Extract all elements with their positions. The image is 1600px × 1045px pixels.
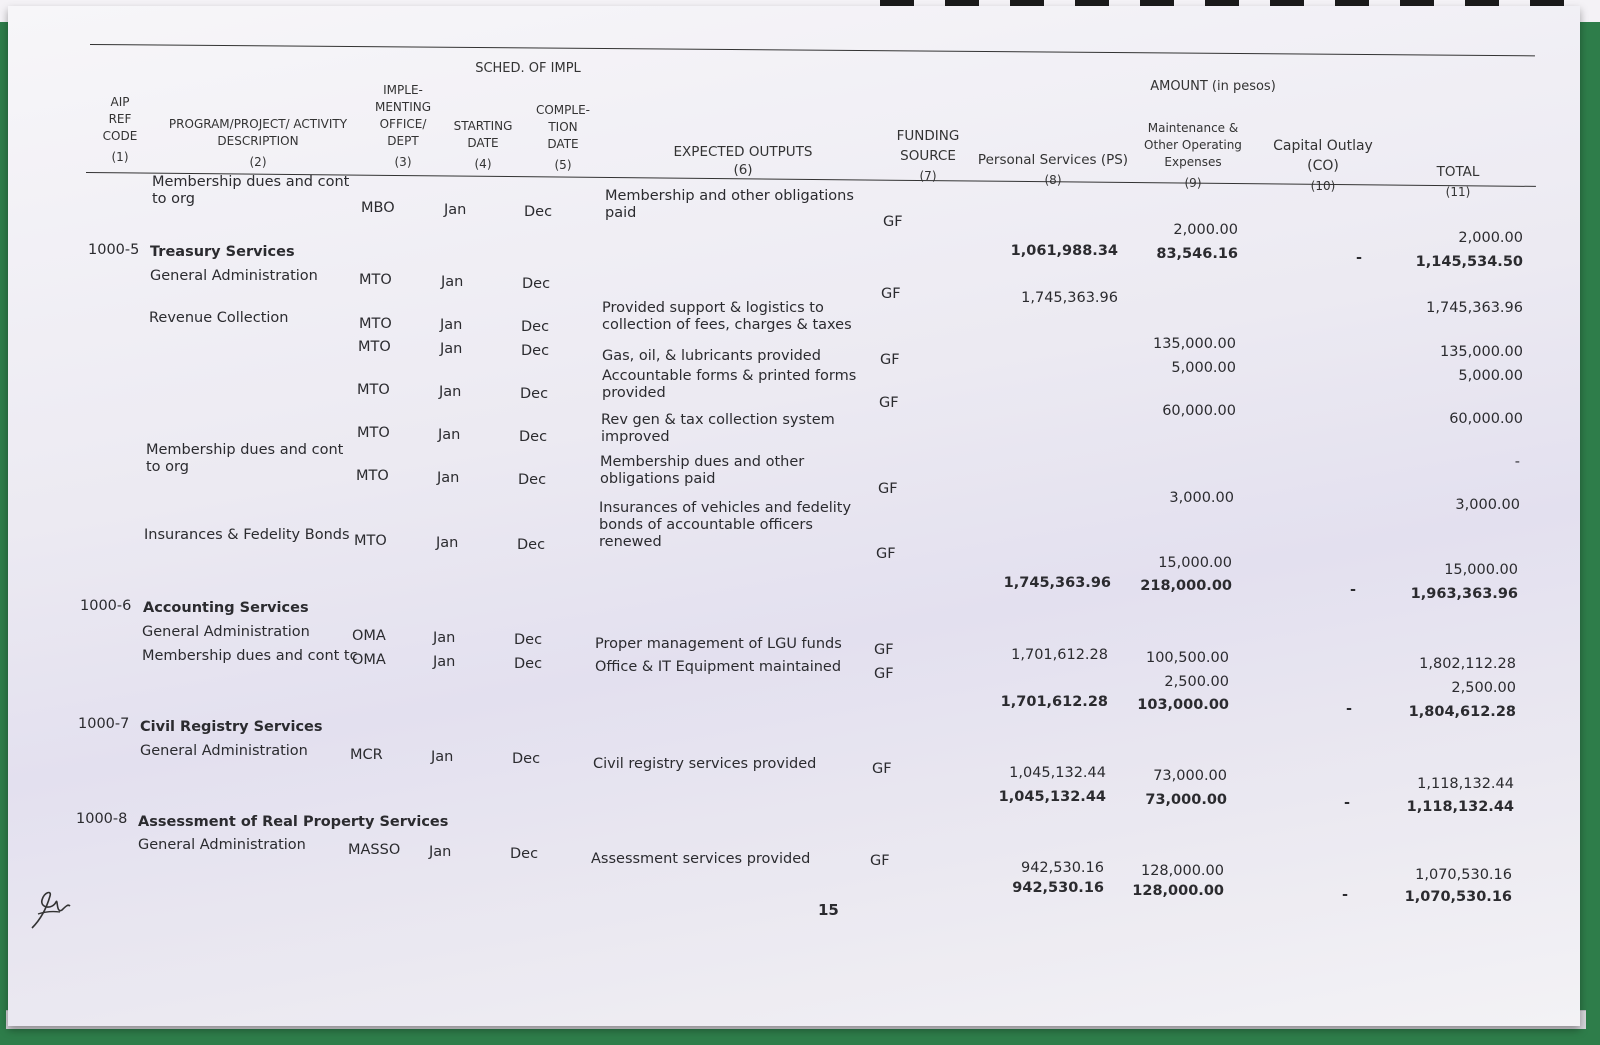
office-header: IMPLE- MENTING OFFICE/ DEPT (3) [374, 83, 432, 169]
row-fund: GF [881, 286, 901, 302]
row-start: Jan [440, 317, 463, 333]
row-fund: GF [874, 642, 894, 658]
row-end: Dec [521, 319, 550, 335]
funding-header: FUNDING SOURCE (7) [896, 128, 960, 183]
completion-header: COMPLE- TION DATE (5) [535, 103, 590, 172]
subtotal-total: 1,804,612.28 [1408, 704, 1516, 720]
row-start: Jan [441, 274, 464, 290]
row-end: Dec [517, 537, 546, 553]
row-end: Dec [510, 846, 539, 862]
row-output: Membership and other obligations paid [605, 188, 854, 221]
row-output: Civil registry services provided [593, 756, 817, 772]
row-start: Jan [429, 844, 452, 860]
row-total: 3,000.00 [1455, 497, 1520, 513]
row-start: Jan [444, 202, 467, 218]
total-header: TOTAL (11) [1436, 164, 1480, 199]
row-office: MBO [361, 200, 395, 216]
row-ps: 942,530.16 [1020, 860, 1104, 876]
row-fund: GF [870, 853, 890, 869]
row-start: Jan [438, 427, 461, 443]
section-title: Accounting Services [143, 600, 309, 616]
subtotal-mooe: 73,000.00 [1145, 792, 1227, 808]
row-start: Jan [440, 341, 463, 357]
page-number: 15 [818, 901, 839, 919]
row-total: 1,070,530.16 [1415, 867, 1512, 883]
row-total: 15,000.00 [1444, 562, 1518, 578]
section-title: Assessment of Real Property Services [138, 814, 449, 830]
subtotal-co: - [1342, 887, 1349, 903]
row-output: Membership dues and other obligations paid [600, 454, 805, 487]
row-fund: GF [879, 395, 899, 411]
subtotal-mooe: 103,000.00 [1137, 697, 1229, 713]
subtotal-total: 1,963,363.96 [1410, 586, 1518, 602]
row-end: Dec [514, 656, 543, 672]
row-output: Rev gen & tax collection system improved [601, 412, 835, 445]
co-header: Capital Outlay (CO) (10) [1273, 138, 1373, 193]
subtotal-ps: 1,045,132.44 [998, 789, 1106, 805]
row-fund: GF [872, 761, 892, 777]
row-mooe: 60,000.00 [1162, 403, 1236, 419]
row-fund: GF [874, 666, 894, 682]
outputs-header: EXPECTED OUTPUTS (6) [673, 144, 813, 178]
row-office: MTO [357, 425, 390, 441]
subtotal-co: - [1344, 795, 1351, 811]
row-end: Dec [518, 472, 547, 488]
row-start: Jan [436, 535, 459, 551]
section-code: 1000-7 [78, 716, 130, 732]
subtotal-ps: 1,701,612.28 [1000, 694, 1108, 710]
row-office: MTO [359, 272, 392, 288]
row-start: Jan [433, 654, 456, 670]
row-mooe: 2,000.00 [1173, 222, 1238, 238]
row-mooe: 3,000.00 [1169, 490, 1234, 506]
row-start: Jan [431, 749, 454, 765]
row-fund: GF [876, 546, 896, 562]
row-total: 1,745,363.96 [1426, 300, 1523, 316]
section-co-total: - [1356, 250, 1363, 266]
row-fund: GF [883, 214, 903, 230]
table-top-rule [90, 44, 1535, 56]
row-end: Dec [524, 204, 553, 220]
row-output: Gas, oil, & lubricants provided [602, 348, 821, 364]
section-code: 1000-5 [88, 242, 140, 258]
row-office: MASSO [348, 842, 401, 858]
row-output: Accountable forms & printed forms provided [602, 368, 857, 401]
subtotal-co: - [1350, 582, 1357, 598]
row-start: Jan [437, 470, 460, 486]
row-total: 1,802,112.28 [1419, 656, 1516, 672]
row-total: 60,000.00 [1449, 411, 1523, 427]
row-output: Office & IT Equipment maintained [595, 659, 842, 675]
row-end: Dec [512, 751, 541, 767]
section-mooe-total: 83,546.16 [1156, 246, 1238, 262]
row-fund: GF [878, 481, 898, 497]
row-start: Jan [439, 384, 462, 400]
row-office: MTO [354, 533, 387, 549]
row-end: Dec [520, 386, 549, 402]
subtotal-total: 1,118,132.44 [1406, 799, 1514, 815]
row-fund: GF [880, 352, 900, 368]
row-total: 135,000.00 [1439, 344, 1523, 360]
row-total: 5,000.00 [1458, 368, 1523, 384]
row-mooe: 5,000.00 [1171, 360, 1236, 376]
row-office: MCR [350, 747, 383, 763]
section-title: Civil Registry Services [140, 719, 323, 735]
row-output: Proper management of LGU funds [595, 636, 842, 652]
program-header: PROGRAM/PROJECT/ ACTIVITY DESCRIPTION (2) [168, 117, 348, 169]
row-ps: 1,045,132.44 [1009, 765, 1106, 781]
row-mooe: 128,000.00 [1140, 863, 1224, 879]
row-ps: 1,745,363.96 [1021, 290, 1118, 306]
row-mooe: 73,000.00 [1153, 768, 1227, 784]
row-desc: General Administration [138, 837, 306, 853]
sched-header: SCHED. OF IMPL [475, 61, 581, 76]
row-mooe: 15,000.00 [1158, 555, 1232, 571]
subtotal-ps: 942,530.16 [1012, 880, 1104, 896]
row-desc: Membership dues and cont tc [142, 648, 358, 664]
row-end: Dec [522, 276, 551, 292]
start-header: STARTING DATE (4) [453, 119, 513, 171]
section-grand-total: 1,145,534.50 [1415, 254, 1523, 270]
mooe-header: Maintenance & Other Operating Expenses (9) [1144, 121, 1242, 190]
row-total: 2,000.00 [1458, 230, 1523, 246]
row-office: OMA [352, 652, 386, 668]
row-desc: General Administration [150, 268, 318, 284]
row-output: Provided support & logistics to collection of fees, charges & taxes [602, 300, 852, 333]
amount-header: AMOUNT (in pesos) [1150, 79, 1276, 94]
row-start: Jan [433, 630, 456, 646]
row-output: Assessment services provided [591, 851, 811, 867]
subtotal-co: - [1346, 701, 1353, 717]
row-end: Dec [514, 632, 543, 648]
row-office: MTO [356, 468, 389, 484]
section-title: Treasury Services [150, 244, 295, 260]
document-page [8, 6, 1580, 1026]
row-mooe: 100,500.00 [1145, 650, 1229, 666]
row-mooe: 135,000.00 [1152, 336, 1236, 352]
subtotal-ps: 1,745,363.96 [1003, 575, 1111, 591]
row-end: Dec [519, 429, 548, 445]
ps-header: Personal Services (PS) (8) [977, 152, 1129, 187]
row-desc: Membership dues and cont to org [152, 174, 350, 207]
row-ps: 1,701,612.28 [1011, 647, 1108, 663]
row-total: 1,118,132.44 [1417, 776, 1514, 792]
row-desc: General Administration [140, 743, 308, 759]
section-ps-total: 1,061,988.34 [1010, 243, 1118, 259]
row-office: MTO [358, 339, 391, 355]
subtotal-mooe: 218,000.00 [1140, 578, 1232, 594]
row-office: OMA [352, 628, 386, 644]
section-code: 1000-8 [76, 811, 128, 827]
row-desc: General Administration [142, 624, 310, 640]
row-office: MTO [357, 382, 390, 398]
row-mooe: 2,500.00 [1164, 674, 1229, 690]
row-total: - [1514, 454, 1520, 470]
row-end: Dec [521, 343, 550, 359]
subtotal-total: 1,070,530.16 [1404, 889, 1512, 905]
aip-header: AIP REF CODE (1) [102, 95, 138, 164]
row-total: 2,500.00 [1451, 680, 1516, 696]
row-office: MTO [359, 316, 392, 332]
section-code: 1000-6 [80, 598, 132, 614]
row-desc: Revenue Collection [149, 310, 289, 326]
row-desc: Membership dues and cont to org [146, 442, 344, 475]
row-desc: Insurances & Fedelity Bonds [144, 527, 350, 543]
subtotal-mooe: 128,000.00 [1132, 883, 1224, 899]
row-output: Insurances of vehicles and fedelity bonds of accountable officers renewed [599, 500, 852, 550]
signature-mark [26, 884, 76, 934]
